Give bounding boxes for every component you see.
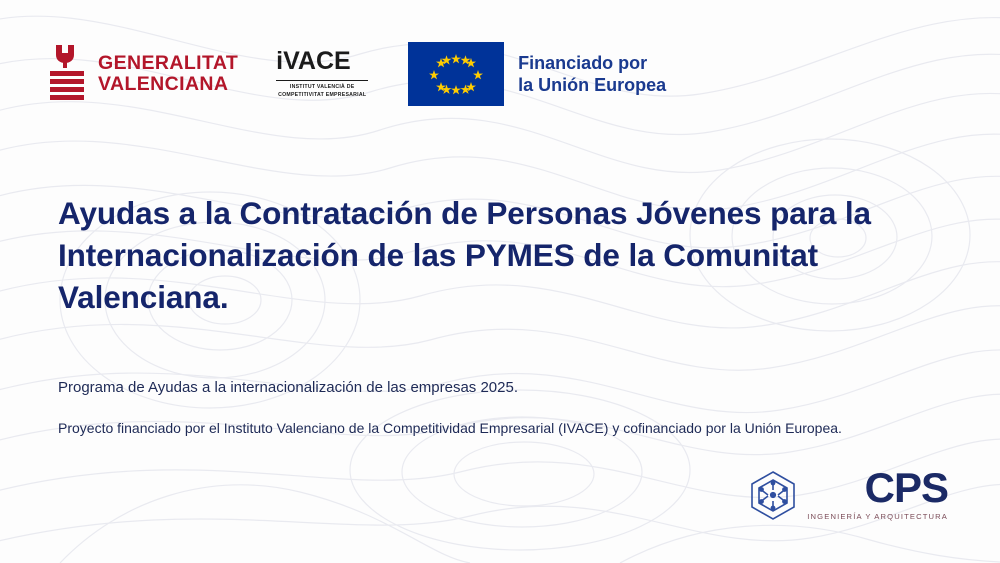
programme-subtitle: Programa de Ayudas a la internacionalización de las empresas 2025.: [58, 379, 519, 396]
eu-funding-logo: [408, 42, 666, 106]
gva-shield-icon: [48, 43, 88, 105]
generalitat-valenciana-logo: [48, 43, 238, 105]
gva-line-2: VALENCIANA: [98, 73, 229, 95]
page-title: Ayudas a la Contratación de Personas Jóvenes para la Internacionalización de las PYMES de la Comunitat Valenciana.: [58, 195, 871, 315]
cps-tagline: INGENIERÍA Y ARQUITECTURA: [807, 512, 948, 521]
gva-line-1: GENERALITAT: [98, 51, 239, 74]
eu-text-line-1: Financiado por: [518, 52, 648, 73]
cps-cube-icon: [747, 469, 799, 521]
cps-name: CPS: [864, 464, 948, 512]
funding-note: Proyecto financiado por el Instituto Valenciano de la Competitividad Empresarial (IVACE) y cofinanciado por la Unión Europea.: [58, 420, 842, 436]
ivace-logo: [276, 46, 368, 100]
logo-bar: [48, 42, 666, 106]
eu-flag-icon: [408, 42, 504, 106]
cps-logo: [747, 464, 948, 521]
ivace-subtitle: INSTITUT VALENCIÀ DE COMPETITIVITAT EMPRESARIAL: [276, 80, 368, 100]
eu-text-line-2: la Unión Europea: [518, 75, 667, 95]
ivace-name: iVACE: [276, 46, 351, 75]
